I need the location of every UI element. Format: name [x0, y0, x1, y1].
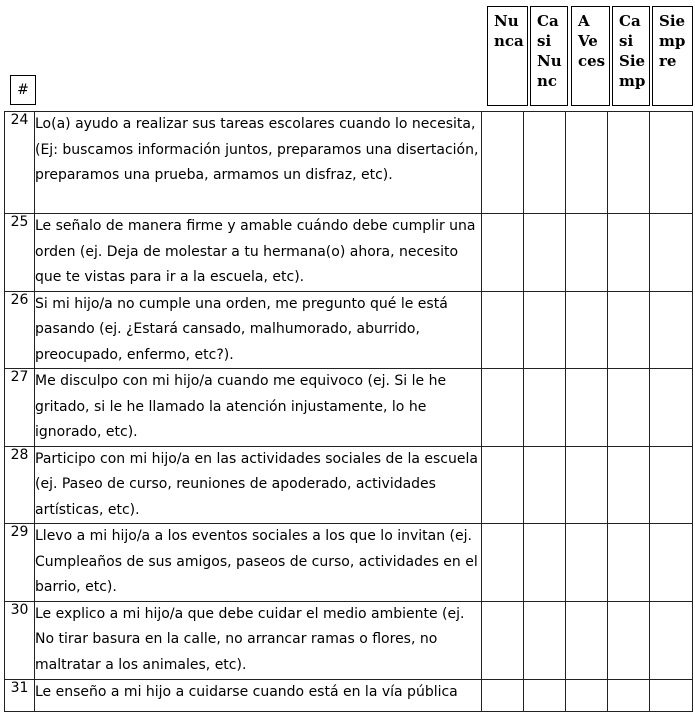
answer-cell-casi-siempre[interactable]	[608, 112, 650, 214]
answer-cell-casi-nunca[interactable]	[524, 601, 566, 679]
answer-cell-a-veces[interactable]	[566, 446, 608, 524]
answer-cell-a-veces[interactable]	[566, 214, 608, 292]
question-row	[5, 446, 693, 524]
answer-cell-a-veces[interactable]	[566, 291, 608, 369]
question-number: 26	[5, 291, 35, 369]
question-number: 30	[5, 601, 35, 679]
answer-cell-a-veces[interactable]	[566, 112, 608, 214]
answer-cell-casi-siempre[interactable]	[608, 601, 650, 679]
answer-cell-casi-nunca[interactable]	[524, 369, 566, 447]
answer-cell-a-veces[interactable]	[566, 601, 608, 679]
question-text: Llevo a mi hijo/a a los eventos sociales a los que lo invitan (ej. Cumpleaños de sus amigos, paseos de curso, actividades en el barrio, etc).	[35, 524, 482, 602]
answer-cell-nunca[interactable]	[482, 112, 524, 214]
question-row	[5, 679, 693, 711]
column-header-casi-siempre: Casi Siemp	[612, 6, 650, 106]
answer-cell-siempre[interactable]	[650, 291, 693, 369]
answer-cell-casi-siempre[interactable]	[608, 369, 650, 447]
answer-cell-nunca[interactable]	[482, 601, 524, 679]
answer-cell-a-veces[interactable]	[566, 524, 608, 602]
question-number: 24	[5, 112, 35, 214]
question-number: 29	[5, 524, 35, 602]
column-header-a-veces: A Veces	[571, 6, 610, 106]
question-number: 31	[5, 679, 35, 711]
question-number: 28	[5, 446, 35, 524]
questionnaire-table	[4, 111, 693, 712]
question-text: Me disculpo con mi hijo/a cuando me equivoco (ej. Si le he gritado, si le he llamado la atención injustamente, lo he ignorado, etc).	[35, 369, 482, 447]
answer-cell-casi-siempre[interactable]	[608, 214, 650, 292]
question-row	[5, 214, 693, 292]
question-row	[5, 524, 693, 602]
answer-cell-casi-siempre[interactable]	[608, 679, 650, 711]
question-number: 25	[5, 214, 35, 292]
question-text: Le explico a mi hijo/a que debe cuidar el medio ambiente (ej. No tirar basura en la calle, no arrancar ramas o flores, no maltratar a los animales, etc).	[35, 601, 482, 679]
answer-cell-siempre[interactable]	[650, 369, 693, 447]
answer-cell-casi-siempre[interactable]	[608, 524, 650, 602]
question-row	[5, 291, 693, 369]
answer-cell-nunca[interactable]	[482, 369, 524, 447]
answer-cell-siempre[interactable]	[650, 214, 693, 292]
answer-cell-casi-nunca[interactable]	[524, 112, 566, 214]
answer-cell-nunca[interactable]	[482, 679, 524, 711]
column-header-casi-nunca: Casi Nunc	[530, 6, 568, 106]
question-text: Lo(a) ayudo a realizar sus tareas escolares cuando lo necesita, (Ej: buscamos información juntos, preparamos una disertación, preparamos una prueba, armamos un disfraz, etc).	[35, 112, 482, 214]
answer-cell-casi-nunca[interactable]	[524, 291, 566, 369]
answer-cell-casi-nunca[interactable]	[524, 446, 566, 524]
answer-cell-nunca[interactable]	[482, 214, 524, 292]
answer-cell-siempre[interactable]	[650, 112, 693, 214]
question-row	[5, 369, 693, 447]
question-text: Le enseño a mi hijo a cuidarse cuando está en la vía pública	[35, 679, 482, 711]
question-row	[5, 601, 693, 679]
column-header-nunca: Nunca	[487, 6, 528, 106]
answer-cell-siempre[interactable]	[650, 679, 693, 711]
answer-cell-nunca[interactable]	[482, 291, 524, 369]
answer-cell-siempre[interactable]	[650, 446, 693, 524]
answer-cell-casi-siempre[interactable]	[608, 291, 650, 369]
answer-cell-a-veces[interactable]	[566, 369, 608, 447]
question-number: 27	[5, 369, 35, 447]
answer-cell-casi-nunca[interactable]	[524, 679, 566, 711]
answer-cell-a-veces[interactable]	[566, 679, 608, 711]
answer-cell-casi-nunca[interactable]	[524, 524, 566, 602]
question-text: Participo con mi hijo/a en las actividades sociales de la escuela (ej. Paseo de curso, reuniones de apoderado, actividades artísticas, etc).	[35, 446, 482, 524]
question-text: Le señalo de manera firme y amable cuándo debe cumplir una orden (ej. Deja de molestar a tu hermana(o) ahora, necesito que te vistas para ir a la escuela, etc).	[35, 214, 482, 292]
answer-cell-casi-nunca[interactable]	[524, 214, 566, 292]
column-header-siempre: Siempre	[652, 6, 693, 106]
answer-cell-siempre[interactable]	[650, 524, 693, 602]
answer-cell-siempre[interactable]	[650, 601, 693, 679]
answer-cell-nunca[interactable]	[482, 524, 524, 602]
answer-cell-nunca[interactable]	[482, 446, 524, 524]
question-row	[5, 112, 693, 214]
answer-cell-casi-siempre[interactable]	[608, 446, 650, 524]
number-column-header: #	[10, 75, 36, 105]
question-text: Si mi hijo/a no cumple una orden, me pregunto qué le está pasando (ej. ¿Estará cansado, malhumorado, aburrido, preocupado, enfermo, etc?).	[35, 291, 482, 369]
